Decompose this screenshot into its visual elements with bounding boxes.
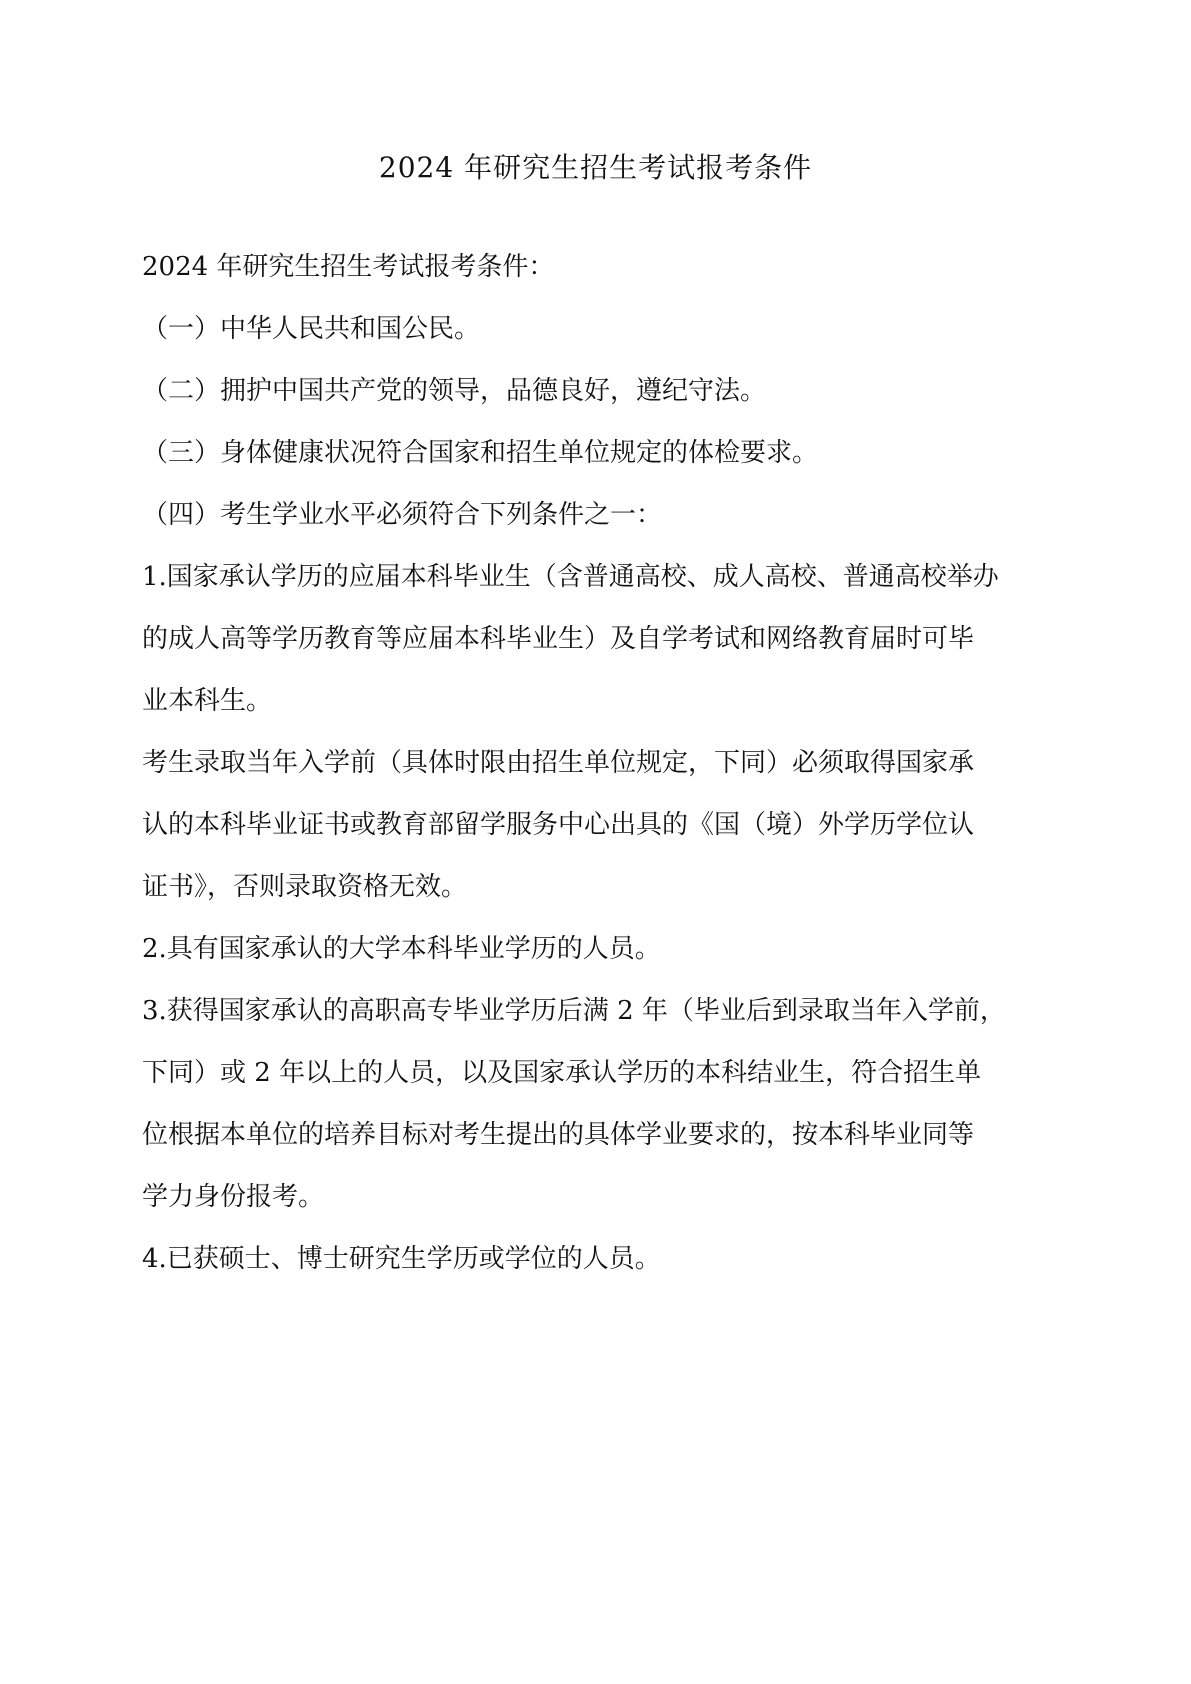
item-4-line: 4.已获硕士、博士研究生学历或学位的人员。 <box>142 1244 661 1274</box>
item-3-line-4: 学力身份报考。 <box>142 1182 325 1212</box>
note-line-3: 证书》，否则录取资格无效。 <box>142 872 468 902</box>
condition-2-line: （二）拥护中国共产党的领导，品德良好，遵纪守法。 <box>142 376 767 406</box>
item-1-line-3: 业本科生。 <box>142 686 273 716</box>
item-2-line: 2.具有国家承认的大学本科毕业学历的人员。 <box>142 934 661 964</box>
item-3-line-1: 3.获得国家承认的高职高专毕业学历后满 2 年（毕业后到录取当年入学前， <box>142 996 1006 1026</box>
condition-3-line: （三）身体健康状况符合国家和招生单位规定的体检要求。 <box>142 438 819 468</box>
note-line-2: 认的本科毕业证书或教育部留学服务中心出具的《国（境）外学历学位认 <box>142 810 975 840</box>
condition-4-line: （四）考生学业水平必须符合下列条件之一： <box>142 500 663 530</box>
item-3-line-2: 下同）或 2 年以上的人员，以及国家承认学历的本科结业生，符合招生单 <box>142 1058 982 1088</box>
item-3-line-3: 位根据本单位的培养目标对考生提出的具体学业要求的，按本科毕业同等 <box>142 1120 975 1150</box>
intro-line: 2024 年研究生招生考试报考条件： <box>142 252 555 282</box>
document-body <box>142 236 1062 1290</box>
note-line-1: 考生录取当年入学前（具体时限由招生单位规定，下同）必须取得国家承 <box>142 748 975 778</box>
condition-1-line: （一）中华人民共和国公民。 <box>142 314 481 344</box>
item-1-line-2: 的成人高等学历教育等应届本科毕业生）及自学考试和网络教育届时可毕 <box>142 624 975 654</box>
item-1-line-1: 1.国家承认学历的应届本科毕业生（含普通高校、成人高校、普通高校举办 <box>142 562 999 592</box>
document-title: 2024 年研究生招生考试报考条件 <box>378 151 813 184</box>
